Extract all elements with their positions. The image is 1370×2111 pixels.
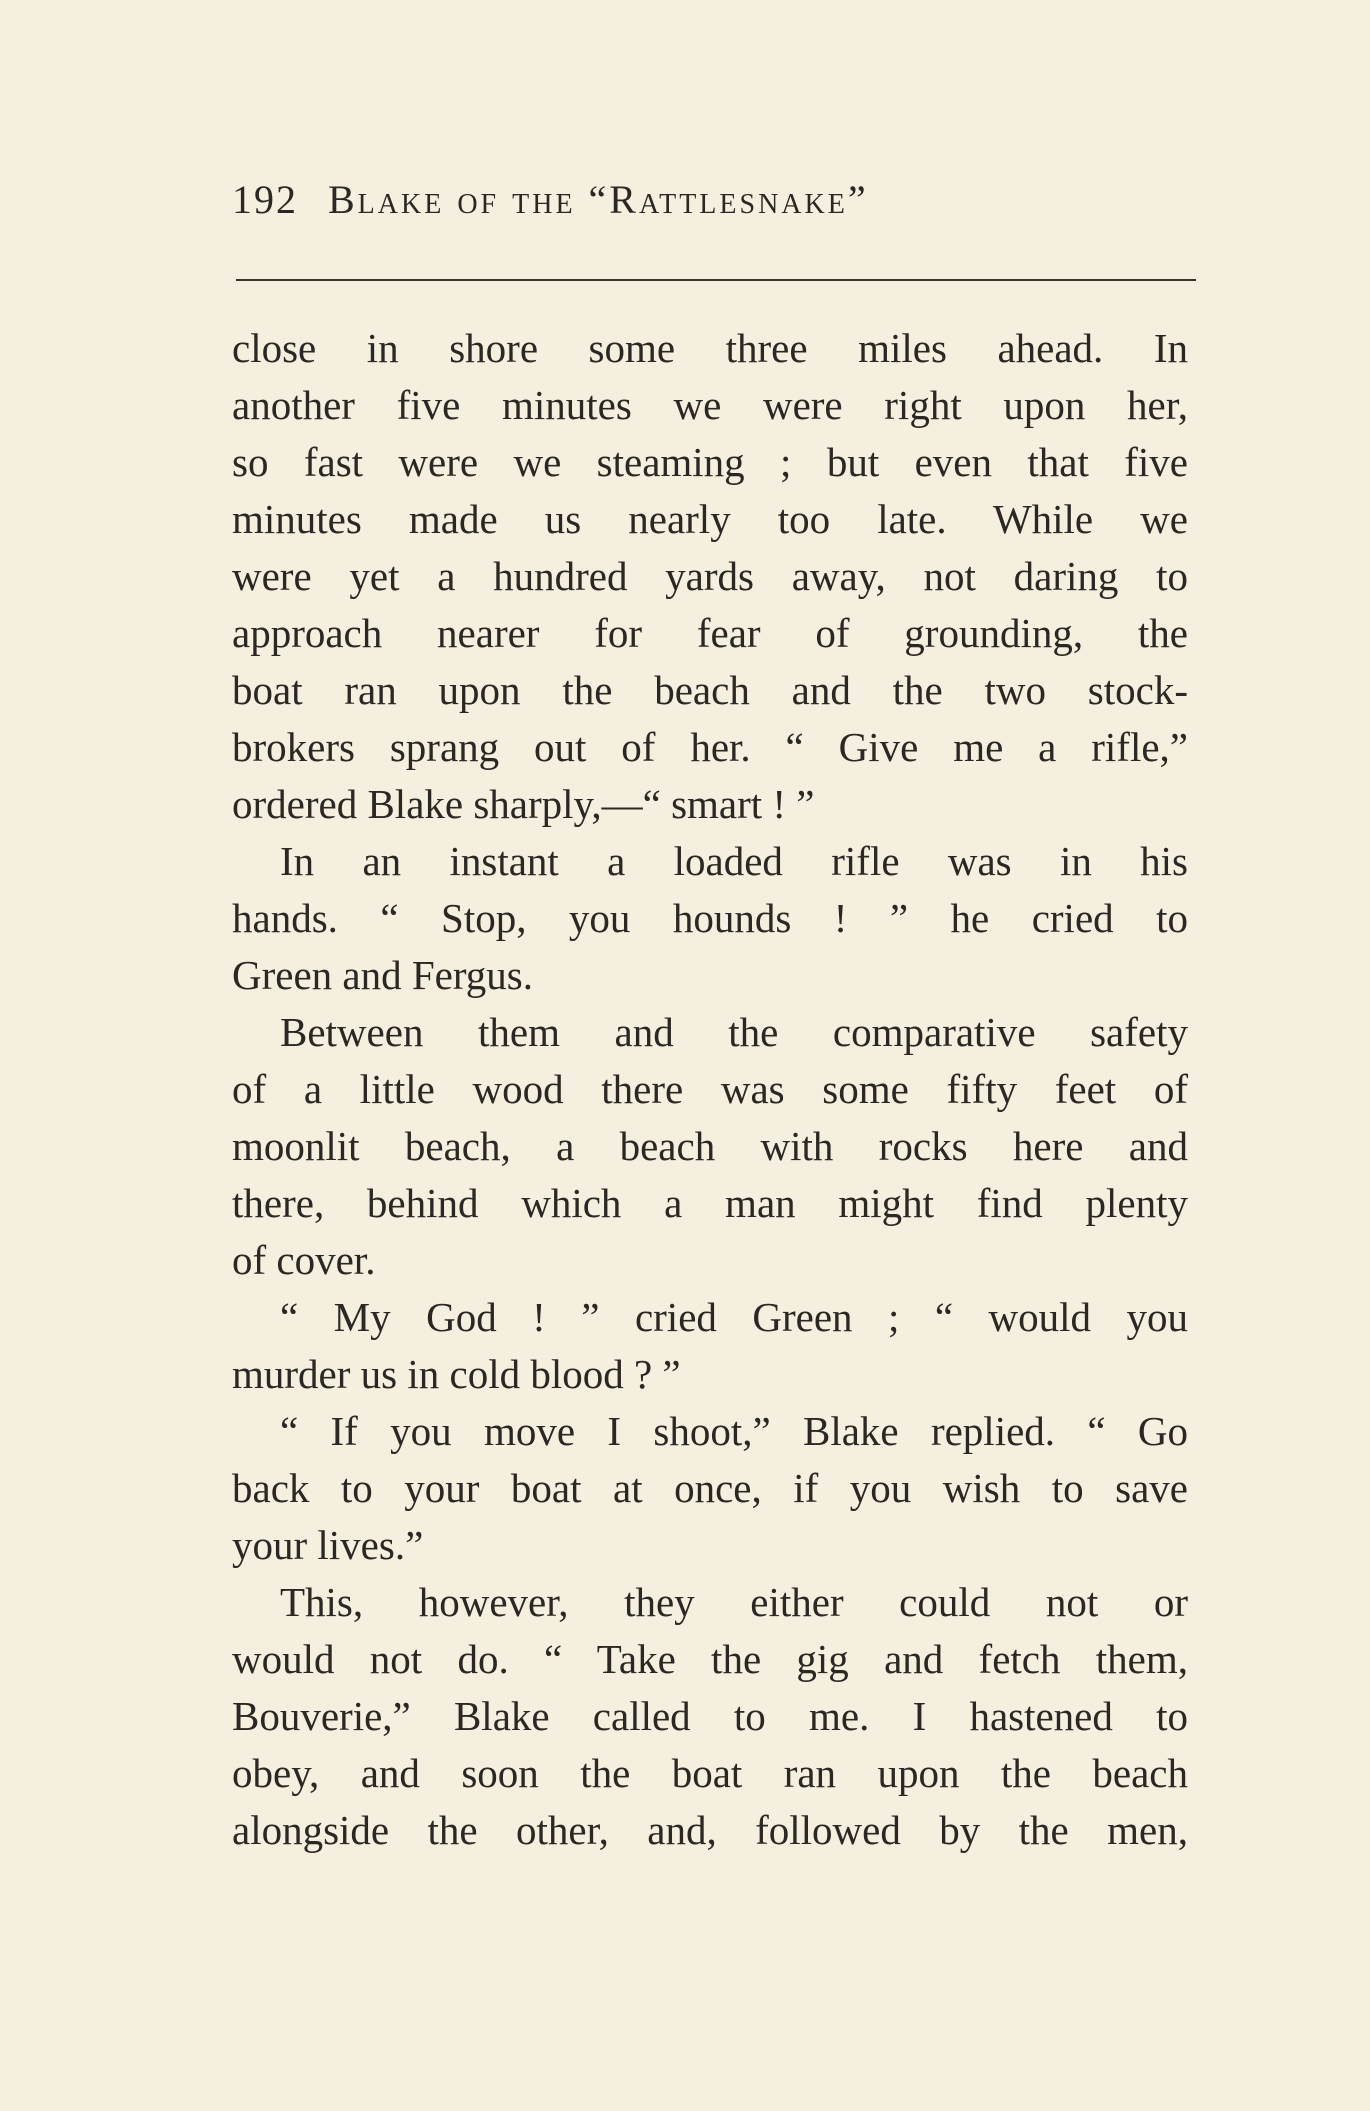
page-number: 192 (232, 177, 298, 222)
text-line: hands. “ Stop, you hounds ! ” he cried to (232, 895, 1188, 941)
text-line: were yet a hundred yards away, not daring to (232, 553, 1188, 599)
text-line: back to your boat at once, if you wish to save (232, 1465, 1188, 1511)
text-line: approach nearer for fear of grounding, the (232, 610, 1188, 656)
running-title: Blake of the “Rattlesnake” (328, 177, 869, 222)
text-line: In an instant a loaded rifle was in his (280, 838, 1188, 884)
text-line: Green and Fergus. (232, 952, 533, 998)
text-line: murder us in cold blood ? ” (232, 1351, 681, 1397)
header-rule (236, 279, 1196, 281)
text-line: “ If you move I shoot,” Blake replied. “ Go (280, 1408, 1188, 1454)
text-line: “ My God ! ” cried Green ; “ would you (280, 1294, 1188, 1340)
text-line: your lives.” (232, 1522, 424, 1568)
text-line: so fast were we steaming ; but even that five (232, 439, 1188, 485)
text-line: obey, and soon the boat ran upon the beach (232, 1750, 1188, 1796)
text-line: ordered Blake sharply,—“ smart ! ” (232, 781, 815, 827)
text-line: of a little wood there was some fifty feet of (232, 1066, 1188, 1112)
text-line: of cover. (232, 1237, 376, 1283)
text-line: minutes made us nearly too late. While we (232, 496, 1188, 542)
text-line: would not do. “ Take the gig and fetch them, (232, 1636, 1188, 1682)
text-line: boat ran upon the beach and the two stock- (232, 667, 1188, 713)
body-text (232, 320, 1188, 1859)
text-line: alongside the other, and, followed by the men, (232, 1807, 1188, 1853)
text-line: Between them and the comparative safety (280, 1009, 1188, 1055)
text-line: brokers sprang out of her. “ Give me a rifle,” (232, 724, 1188, 770)
text-line: Bouverie,” Blake called to me. I hastened to (232, 1693, 1188, 1739)
text-line: another five minutes we were right upon her, (232, 382, 1188, 428)
text-line: there, behind which a man might find plenty (232, 1180, 1188, 1226)
text-line: This, however, they either could not or (280, 1579, 1188, 1625)
text-line: moonlit beach, a beach with rocks here and (232, 1123, 1188, 1169)
text-line: close in shore some three miles ahead. In (232, 325, 1188, 371)
running-header (232, 176, 1192, 236)
